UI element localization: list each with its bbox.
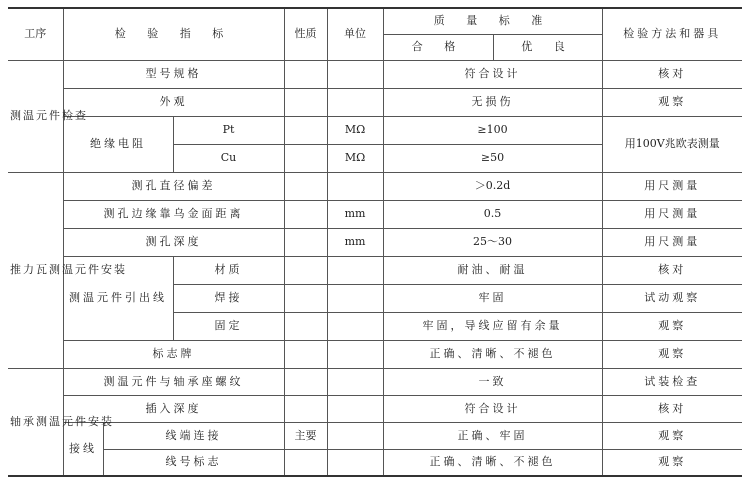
method-cell: 用100V兆欧表测量	[602, 116, 742, 172]
method-cell: 核对	[602, 60, 742, 88]
item-cell: 绝缘电阻	[63, 116, 173, 172]
standard-cell: 正确、清晰、不褪色	[383, 340, 602, 368]
table-row	[8, 228, 742, 256]
nature-cell	[284, 284, 327, 312]
item-cell: 测温元件引出线	[63, 256, 173, 340]
nature-cell	[284, 200, 327, 228]
nature-cell	[284, 116, 327, 144]
standard-cell: 牢固	[383, 284, 602, 312]
table-row	[8, 368, 742, 395]
section-title: 推力瓦测温元件安装	[8, 172, 63, 368]
method-cell: 试动观察	[602, 284, 742, 312]
sub-item-cell: 材质	[173, 256, 284, 284]
method-cell: 观察	[602, 88, 742, 116]
standard-cell: 符合设计	[383, 60, 602, 88]
standard-cell: 耐油、耐温	[383, 256, 602, 284]
nature-cell	[284, 340, 327, 368]
unit-cell	[327, 422, 383, 449]
standard-cell: 正确、清晰、不褪色	[383, 449, 602, 476]
item-cell: 测温元件与轴承座螺纹	[63, 368, 284, 395]
nature-cell	[284, 256, 327, 284]
nature-cell	[284, 449, 327, 476]
nature-cell	[284, 144, 327, 172]
nature-cell	[284, 172, 327, 200]
method-cell: 用尺测量	[602, 228, 742, 256]
standard-cell: ≥50	[383, 144, 602, 172]
item-cell: 标志牌	[63, 340, 284, 368]
nature-cell	[284, 368, 327, 395]
header-unit: 单位	[327, 8, 383, 60]
standard-cell: ＞0.2d	[383, 172, 602, 200]
sub-item-cell: 焊接	[173, 284, 284, 312]
table-wrapper	[8, 7, 742, 477]
sub-item-cell: Pt	[173, 116, 284, 144]
header-nature: 性质	[284, 8, 327, 60]
sub-item-cell: 线号标志	[103, 449, 284, 476]
method-cell: 用尺测量	[602, 200, 742, 228]
table-row	[8, 60, 742, 88]
unit-cell	[327, 284, 383, 312]
unit-cell: mm	[327, 228, 383, 256]
header-row	[8, 8, 742, 34]
header-qualified: 合 格	[383, 34, 493, 60]
header-excellent: 优 良	[493, 34, 602, 60]
item-cell: 型号规格	[63, 60, 284, 88]
standard-cell: 符合设计	[383, 395, 602, 422]
standard-cell: 一致	[383, 368, 602, 395]
table-row	[8, 88, 742, 116]
table-row	[8, 116, 742, 144]
table-row	[8, 449, 742, 476]
inspection-table	[8, 7, 742, 477]
unit-cell: MΩ	[327, 116, 383, 144]
nature-cell	[284, 228, 327, 256]
item-cell: 测孔边缘靠乌金面距离	[63, 200, 284, 228]
method-cell: 观察	[602, 340, 742, 368]
unit-cell	[327, 88, 383, 116]
unit-cell	[327, 395, 383, 422]
method-cell: 核对	[602, 395, 742, 422]
table-row	[8, 200, 742, 228]
unit-cell	[327, 449, 383, 476]
sub-item-cell: Cu	[173, 144, 284, 172]
sub-item-cell: 线端连接	[103, 422, 284, 449]
header-quality-standard: 质 量 标 准	[383, 8, 602, 34]
standard-cell: ≥100	[383, 116, 602, 144]
table-row	[8, 340, 742, 368]
section-title: 测温元件检查	[8, 60, 63, 172]
method-cell: 核对	[602, 256, 742, 284]
unit-cell: MΩ	[327, 144, 383, 172]
item-cell: 测孔直径偏差	[63, 172, 284, 200]
method-cell: 观察	[602, 422, 742, 449]
standard-cell: 0.5	[383, 200, 602, 228]
unit-cell	[327, 368, 383, 395]
standard-cell: 无损伤	[383, 88, 602, 116]
standard-cell: 牢固，导线应留有余量	[383, 312, 602, 340]
nature-cell	[284, 312, 327, 340]
method-cell: 观察	[602, 449, 742, 476]
table-row	[8, 395, 742, 422]
table-row	[8, 422, 742, 449]
nature-cell: 主要	[284, 422, 327, 449]
item-cell: 测孔深度	[63, 228, 284, 256]
unit-cell: mm	[327, 200, 383, 228]
item-cell: 外观	[63, 88, 284, 116]
method-cell: 用尺测量	[602, 172, 742, 200]
item-cell: 插入深度	[63, 395, 284, 422]
unit-cell	[327, 60, 383, 88]
header-item: 检 验 指 标	[63, 8, 284, 60]
standard-cell: 正确、牢固	[383, 422, 602, 449]
table-row	[8, 172, 742, 200]
unit-cell	[327, 256, 383, 284]
nature-cell	[284, 88, 327, 116]
standard-cell: 25～30	[383, 228, 602, 256]
unit-cell	[327, 340, 383, 368]
header-process: 工序	[8, 8, 63, 60]
method-cell: 观察	[602, 312, 742, 340]
nature-cell	[284, 60, 327, 88]
section-title: 轴承测温元件安装	[8, 368, 63, 476]
nature-cell	[284, 395, 327, 422]
method-cell: 试装检查	[602, 368, 742, 395]
header-method: 检验方法和器具	[602, 8, 742, 60]
item-cell: 接线	[63, 422, 103, 476]
unit-cell	[327, 172, 383, 200]
unit-cell	[327, 312, 383, 340]
sub-item-cell: 固定	[173, 312, 284, 340]
